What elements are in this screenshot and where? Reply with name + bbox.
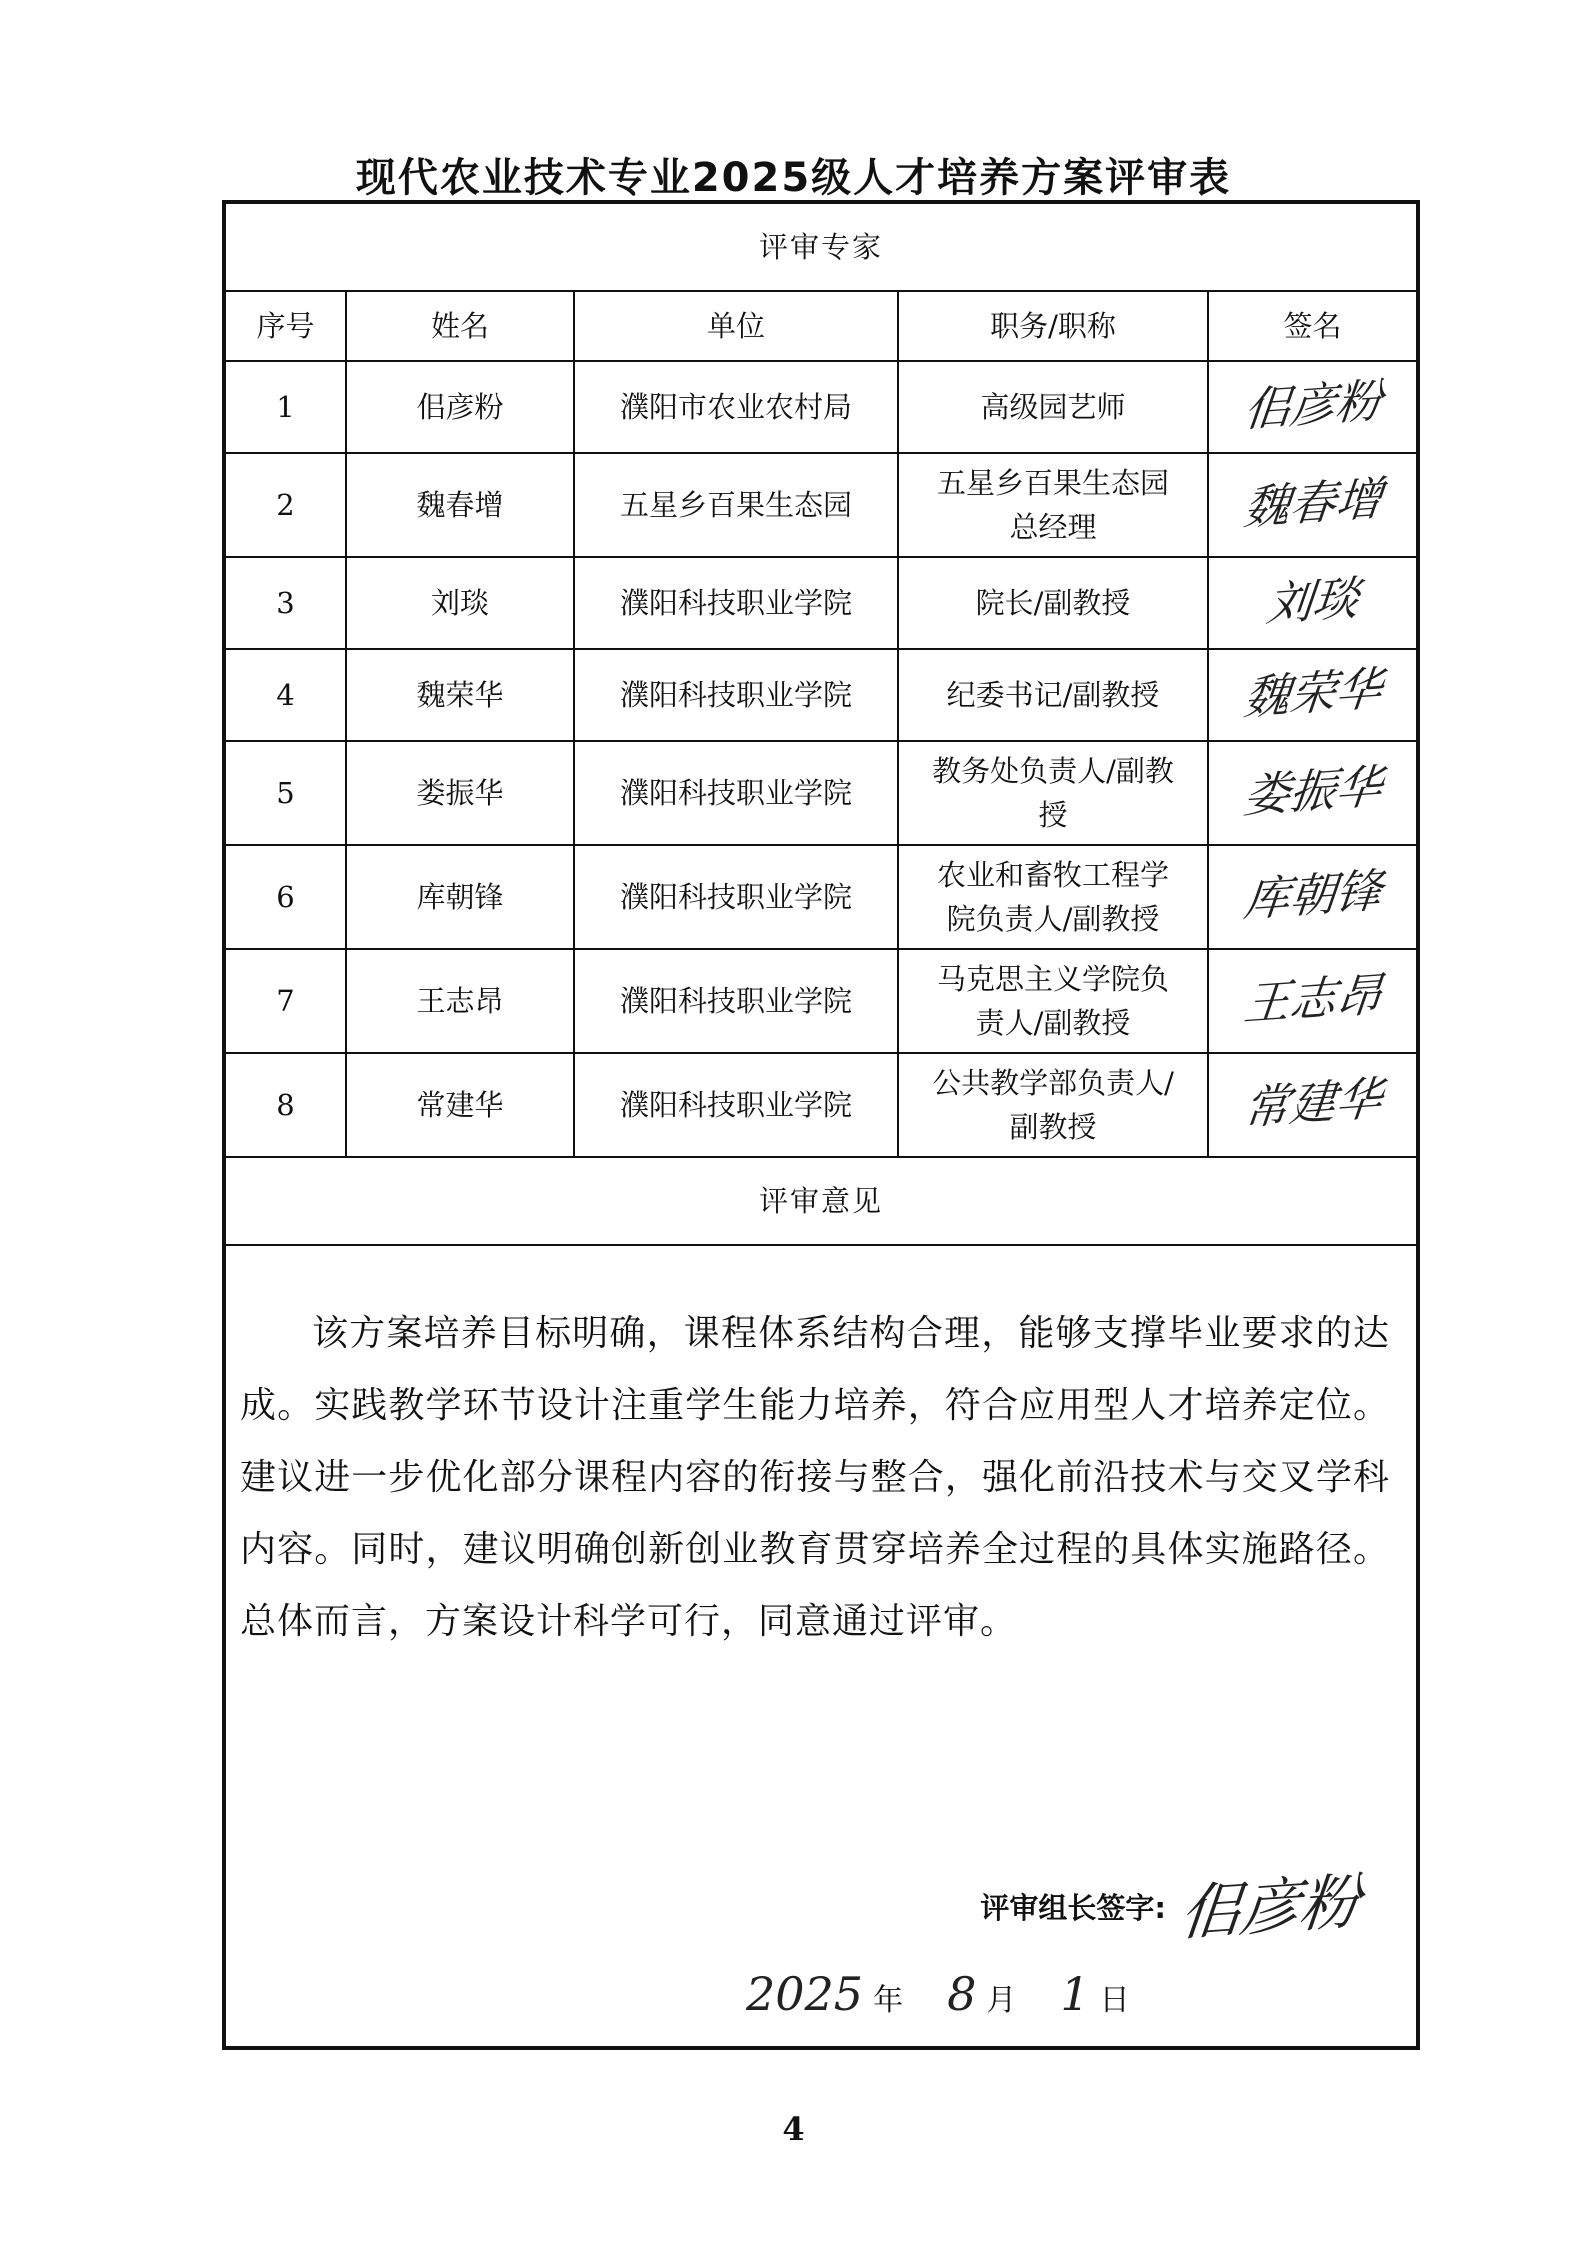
- member-name: 常建华: [346, 1053, 574, 1157]
- member-signature: [1208, 361, 1418, 453]
- opinion-text: 该方案培养目标明确，课程体系结构合理，能够支撑毕业要求的达成。实践教学环节设计注重学生能力培养，符合应用型人才培养定位。建议进一步优化部分课程内容的衔接与整合，强化前沿技术与交叉学科内容。同时，建议明确创新创业教育贯穿培养全过程的具体实施路径。总体而言，方案设计科学可行，同意通过评审。: [240, 1313, 1390, 1642]
- experts-heading: 评审专家: [224, 202, 1418, 291]
- member-unit: 濮阳科技职业学院: [574, 741, 898, 845]
- table-row: [224, 649, 1418, 741]
- opinion-row: [224, 1245, 1418, 2048]
- member-no: 2: [224, 453, 346, 557]
- member-name: 魏荣华: [346, 649, 574, 741]
- table-row: [224, 453, 1418, 557]
- table-row: [224, 1053, 1418, 1157]
- member-name: 佀彦粉: [346, 361, 574, 453]
- handwritten-signature: 魏春增: [1240, 470, 1385, 535]
- date-year-unit: 年: [873, 1983, 904, 2018]
- member-position: [898, 949, 1208, 1053]
- leader-signature-line: [980, 1866, 1364, 1950]
- handwritten-signature: 常建华: [1240, 1070, 1385, 1135]
- position-line: 院负责人/副教授: [946, 902, 1160, 936]
- member-position: [898, 557, 1208, 649]
- leader-handwritten-signature: 佀彦粉: [1176, 1866, 1364, 1950]
- document-title: 现代农业技术专业2025级人才培养方案评审表: [355, 155, 1232, 201]
- date-month: 8: [947, 1967, 977, 2021]
- position-line: 马克思主义学院负: [936, 962, 1169, 996]
- date-day: 1: [1060, 1967, 1090, 2021]
- member-name: 王志昂: [346, 949, 574, 1053]
- position-line: 院长/副教授: [975, 586, 1131, 620]
- member-signature: [1208, 453, 1418, 557]
- member-no: 8: [224, 1053, 346, 1157]
- member-unit: 濮阳科技职业学院: [574, 949, 898, 1053]
- date-line: [746, 1967, 1174, 2023]
- position-line: 授: [1038, 798, 1068, 832]
- column-header-signature: 签名: [1208, 291, 1418, 361]
- page-number: 4: [782, 2110, 805, 2148]
- opinion-heading-row: [224, 1157, 1418, 1245]
- handwritten-signature: 娄振华: [1240, 758, 1385, 823]
- member-position: [898, 845, 1208, 949]
- member-name: 魏春增: [346, 453, 574, 557]
- table-row: [224, 557, 1418, 649]
- table-header-row: [224, 291, 1418, 361]
- column-header-unit: 单位: [574, 291, 898, 361]
- column-header-position: 职务/职称: [898, 291, 1208, 361]
- member-unit: 濮阳科技职业学院: [574, 557, 898, 649]
- member-no: 5: [224, 741, 346, 845]
- column-header-no: 序号: [224, 291, 346, 361]
- member-signature: [1208, 1053, 1418, 1157]
- column-header-name: 姓名: [346, 291, 574, 361]
- member-position: [898, 741, 1208, 845]
- member-signature: [1208, 741, 1418, 845]
- handwritten-signature: 王志昂: [1240, 966, 1385, 1031]
- member-unit: 濮阳科技职业学院: [574, 1053, 898, 1157]
- date-year: 2025: [746, 1967, 864, 2021]
- handwritten-signature: 佀彦粉: [1240, 372, 1385, 437]
- member-signature: [1208, 949, 1418, 1053]
- member-no: 1: [224, 361, 346, 453]
- position-line: 纪委书记/副教授: [946, 678, 1160, 712]
- opinion-heading: 评审意见: [224, 1157, 1418, 1245]
- member-signature: [1208, 649, 1418, 741]
- member-signature: [1208, 557, 1418, 649]
- experts-heading-row: [224, 202, 1418, 291]
- table-row: [224, 361, 1418, 453]
- position-line: 农业和畜牧工程学: [936, 858, 1169, 892]
- member-position: [898, 1053, 1208, 1157]
- date-day-unit: 日: [1099, 1983, 1130, 2018]
- member-position: [898, 361, 1208, 453]
- position-line: 五星乡百果生态园: [936, 466, 1169, 500]
- member-position: [898, 649, 1208, 741]
- member-no: 6: [224, 845, 346, 949]
- handwritten-signature: 魏荣华: [1240, 660, 1385, 725]
- position-line: 高级园艺师: [980, 390, 1126, 424]
- review-table: [222, 200, 1420, 2050]
- member-name: 娄振华: [346, 741, 574, 845]
- leader-label: 评审组长签字:: [980, 1891, 1167, 1925]
- position-line: 教务处负责人/副教: [932, 754, 1174, 788]
- date-month-unit: 月: [986, 1983, 1017, 2018]
- member-unit: 濮阳科技职业学院: [574, 845, 898, 949]
- handwritten-signature: 刘琰: [1263, 570, 1362, 631]
- member-unit: 濮阳科技职业学院: [574, 649, 898, 741]
- member-unit: 五星乡百果生态园: [574, 453, 898, 557]
- opinion-cell: [224, 1245, 1418, 2048]
- position-line: 总经理: [1009, 510, 1097, 544]
- table-row: [224, 949, 1418, 1053]
- member-unit: 濮阳市农业农村局: [574, 361, 898, 453]
- member-position: [898, 453, 1208, 557]
- table-row: [224, 845, 1418, 949]
- table-row: [224, 741, 1418, 845]
- member-no: 7: [224, 949, 346, 1053]
- member-name: 刘琰: [346, 557, 574, 649]
- member-no: 3: [224, 557, 346, 649]
- handwritten-signature: 库朝锋: [1240, 862, 1385, 927]
- member-signature: [1208, 845, 1418, 949]
- position-line: 副教授: [1009, 1110, 1097, 1144]
- position-line: 责人/副教授: [975, 1006, 1131, 1040]
- position-line: 公共教学部负责人/: [932, 1066, 1174, 1100]
- member-name: 库朝锋: [346, 845, 574, 949]
- member-no: 4: [224, 649, 346, 741]
